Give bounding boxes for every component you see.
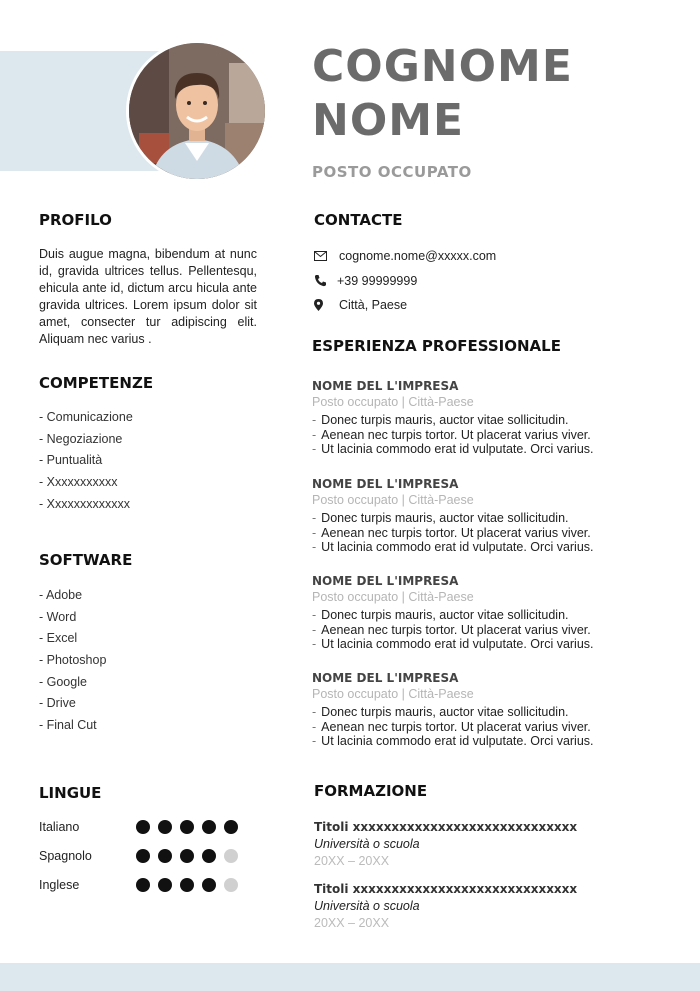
level-dot-filled [158,820,172,834]
email-text: cognome.nome@xxxxx.com [339,249,497,264]
bullet-item: - Donec turpis mauris, auctor vitae sollicitudin. [312,511,569,525]
profile-photo [126,40,268,182]
software-list [39,585,106,737]
list-item: - Comunicazione [39,410,133,424]
list-item: - Excel [39,631,78,646]
list-item: - Google [39,674,87,689]
profile-heading: PROFILO [39,211,112,229]
language-level [136,820,238,834]
bullet-item: - Ut lacinia commodo erat id vulputate. Orci varius. [312,734,594,749]
language-level [136,878,238,892]
list-item: - Negoziazione [39,431,123,446]
level-dot-filled [136,820,150,834]
bullet-item: - Ut lacinia commodo erat id vulputate. Orci varius. [312,442,594,457]
level-dot-empty [224,878,238,892]
list-item: - Puntualità [39,453,103,468]
bullet-item: - Ut lacinia commodo erat id vulputate. Orci varius. [312,637,594,652]
education-heading: FORMAZIONE [314,782,428,800]
degree-title: Titoli xxxxxxxxxxxxxxxxxxxxxxxxxxxxx [314,882,578,896]
level-dot-filled [180,878,194,892]
position-location: Posto occupato | Città-Paese [312,493,474,507]
bullet-item: - Donec turpis mauris, auctor vitae sollicitudin. [312,413,569,427]
level-dot-filled [136,878,150,892]
bullet-item: - Ut lacinia commodo erat id vulputate. Orci varius. [312,540,594,555]
contact-email [314,244,496,269]
languages-heading: LINGUE [39,784,102,802]
profile-text: Duis augue magna, bibendum at nunc id, gravida ultrices tellus. Pellentesqu, ehicula ante id, dictum arcu hicula ante gravida ultrices. Lorem ipsum dolor sit amet, consecter tur adipiscing elit. Aliquam nec varius . [39,247,257,346]
bullet-item: - Aenean nec turpis tortor. Ut placerat varius viver. [312,719,591,734]
contact-heading: CONTACTE [314,211,403,229]
experience-entry [312,573,612,652]
level-dot-filled [136,849,150,863]
level-dot-filled [202,820,216,834]
contact-location [314,293,496,318]
education-years: 20XX – 20XX [314,854,390,868]
language-name: Spagnolo [39,849,92,863]
company-name: NOME DEL L'IMPRESA [312,477,459,491]
level-dot-filled [224,820,238,834]
envelope-icon [314,251,339,261]
bullet-item: - Aenean nec turpis tortor. Ut placerat varius viver. [312,427,591,442]
school-name: Università o scuola [314,837,420,851]
list-item: - Xxxxxxxxxxx [39,475,118,490]
position-location: Posto occupato | Città-Paese [312,395,474,409]
position-location: Posto occupato | Città-Paese [312,687,474,701]
skills-list [39,407,133,515]
experience-entry [312,476,612,555]
location-pin-icon [314,299,339,311]
level-dot-filled [180,849,194,863]
list-item: - Adobe [39,588,83,602]
job-title: POSTO OCCUPATO [312,163,472,181]
list-item: - Final Cut [39,718,97,733]
bullet-item: - Donec turpis mauris, auctor vitae sollicitudin. [312,705,569,719]
footer-accent-band [0,963,700,991]
phone-text: +39 99999999 [337,273,418,288]
level-dot-filled [202,878,216,892]
language-level [136,849,238,863]
level-dot-filled [158,878,172,892]
list-item: - Photoshop [39,653,107,668]
location-text: Città, Paese [339,298,408,313]
education-entry [314,881,577,932]
level-dot-filled [180,820,194,834]
experience-entry [312,670,612,749]
bullet-item: - Aenean nec turpis tortor. Ut placerat varius viver. [312,525,591,540]
education-entry [314,819,577,870]
position-location: Posto occupato | Città-Paese [312,590,474,604]
company-name: NOME DEL L'IMPRESA [312,671,459,685]
education-years: 20XX – 20XX [314,916,390,930]
surname: COGNOME [312,41,573,92]
bullet-item: - Aenean nec turpis tortor. Ut placerat varius viver. [312,622,591,637]
contact-list [314,244,496,318]
bullet-item: - Donec turpis mauris, auctor vitae sollicitudin. [312,608,569,622]
software-heading: SOFTWARE [39,551,133,569]
portrait-photo-icon [129,43,265,179]
first-name: NOME [312,95,465,146]
company-name: NOME DEL L'IMPRESA [312,379,459,393]
skills-heading: COMPETENZE [39,374,154,392]
school-name: Università o scuola [314,899,420,913]
level-dot-filled [158,849,172,863]
experience-heading: ESPERIENZA PROFESSIONALE [312,337,561,355]
language-name: Inglese [39,878,80,892]
phone-icon [314,274,337,287]
candidate-name [312,40,573,148]
level-dot-filled [202,849,216,863]
list-item: - Xxxxxxxxxxxxx [39,496,130,511]
experience-entry [312,378,612,457]
contact-phone [314,269,496,294]
list-item: - Word [39,609,77,624]
language-name: Italiano [39,820,80,834]
level-dot-empty [224,849,238,863]
list-item: - Drive [39,696,76,711]
company-name: NOME DEL L'IMPRESA [312,574,459,588]
degree-title: Titoli xxxxxxxxxxxxxxxxxxxxxxxxxxxxx [314,820,578,834]
